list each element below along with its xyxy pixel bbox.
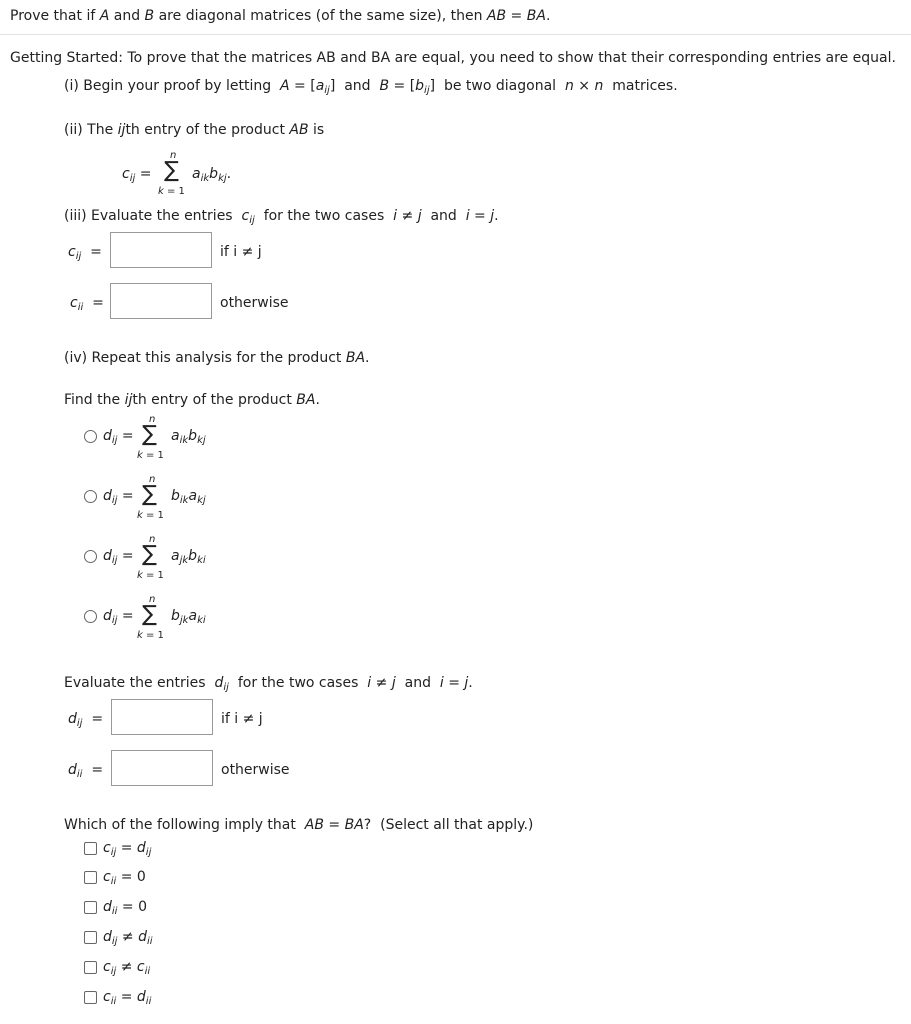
step-i-prefix: (i) Begin your proof by letting [64,78,272,94]
checkbox-option-3[interactable]: $d_{ii} = 0$ [84,899,147,915]
step-iv-label: (iv) Repeat this analysis for the product BA. [64,350,370,366]
dii-label: $d_{ii}$ = [68,762,104,780]
getting-started-text: Getting Started: To prove that the matrices AB and BA are equal, you need to show that their corresponding entries are equal. [10,50,896,66]
imply-question-suffix: (Select all that apply.) [380,817,534,833]
step-ii-label: (ii) The ijth entry of the product AB is [64,122,325,138]
radio-option-3[interactable]: $d_{ij}$ = n ∑ $a_{jk}b_{ki}$ k = 1 [84,534,244,584]
checkbox-option-4[interactable]: $d_{ij} \ne d_{ii}$ [84,929,153,945]
evaluate-d-label: Evaluate the entries [64,675,206,691]
cij-condition: if i ≠ j [220,244,262,260]
imply-question: Which of the following imply that AB = BA? (Select all that apply.) [64,817,534,833]
step-i-tail: matrices. [612,78,678,94]
problem-statement: Prove that if A and B are diagonal matrices (of the same size), then AB = BA. [10,8,551,24]
step-i-suffix: be two diagonal [443,78,557,94]
cij-answer-input[interactable] [110,232,212,268]
dii-answer-input[interactable] [111,750,213,786]
imply-question-prefix: Which of the following imply that [64,817,296,833]
checkbox[interactable] [84,901,97,914]
dii-condition: otherwise [221,762,290,778]
cij-label: $c_{ij}$ = [68,244,102,262]
radio-option-1[interactable]: $d_{ij}$ = n ∑ $a_{ik}b_{kj}$ k = 1 [84,414,244,464]
dij-condition: if i ≠ j [221,711,263,727]
cii-condition: otherwise [220,295,289,311]
evaluate-d-cases: for the two cases [237,675,359,691]
step-i: (i) Begin your proof by letting $A = [a_{ij}]$ and $B = [b_{ij}]$ be two diagonal n × n matrices. [64,78,678,96]
radio-button[interactable] [84,610,97,623]
checkbox-option-5[interactable]: $c_{ij} \ne c_{ii}$ [84,959,150,975]
step-iii-cases: for the two cases [263,208,385,224]
checkbox[interactable] [84,871,97,884]
dij-label: $d_{ij}$ = [68,711,104,729]
checkbox-option-2[interactable]: $c_{ii} = 0$ [84,869,146,885]
checkbox-option-6[interactable]: $c_{ii} = d_{ii}$ [84,989,151,1005]
radio-button[interactable] [84,430,97,443]
cii-label: $c_{ii}$ = [70,295,104,313]
step-iii-label: (iii) Evaluate the entries [64,208,233,224]
radio-option-2[interactable]: $d_{ij}$ = n ∑ $b_{ik}a_{kj}$ k = 1 [84,474,244,524]
radio-button[interactable] [84,490,97,503]
checkbox[interactable] [84,842,97,855]
dij-answer-input[interactable] [111,699,213,735]
cii-answer-input[interactable] [110,283,212,319]
checkbox[interactable] [84,991,97,1004]
checkbox[interactable] [84,961,97,974]
evaluate-d: Evaluate the entries $d_{ij}$ for the two cases i ≠ j and i = j. [64,675,473,693]
divider [0,34,911,35]
radio-option-4[interactable]: $d_{ij}$ = n ∑ $b_{jk}a_{ki}$ k = 1 [84,594,244,644]
checkbox[interactable] [84,931,97,944]
find-prompt: Find the ijth entry of the product BA. [64,392,320,408]
radio-button[interactable] [84,550,97,563]
checkbox-option-1[interactable]: $c_{ij} = d_{ij}$ [84,840,151,856]
step-iii: (iii) Evaluate the entries $c_{ij}$ for the two cases i ≠ j and i = j. [64,208,499,226]
